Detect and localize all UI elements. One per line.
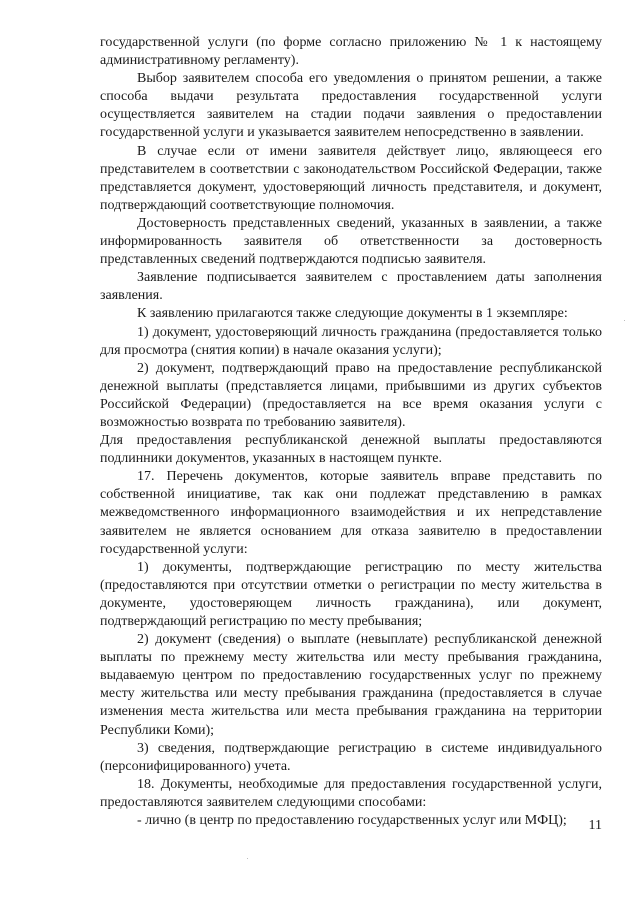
paragraph-attachments-intro: К заявлению прилагаются также следующие документы в 1 экземпляре:	[137, 306, 568, 322]
paragraph-notification-choice: Выбор заявителем способа его уведомления о принятом решении, а также способа выдачи результата предоставления государственной услуги осуществляется заявителем на стадии подачи заявления о предоставлении государственной услуги и указывается заявителем непосредственно в заявлении.	[100, 71, 602, 141]
paragraph-signature: Заявление подписывается заявителем с проставлением даты заполнения заявления.	[100, 270, 602, 304]
paragraph-continuation: государственной услуги (по форме согласно приложению № 1 к настоящему административному регламенту).	[100, 35, 602, 69]
paragraph-reliability: Достоверность представленных сведений, указанных в заявлении, а также информированность заявителя об ответственности за достоверность представленных сведений подтверждаются подписью заявителя.	[100, 215, 602, 268]
page-number: 11	[588, 818, 602, 833]
document-page	[100, 34, 602, 830]
list-item-residence-registration: 1) документы, подтверждающие регистрацию по месту жительства (предоставляются при отсутствии отметки о регистрации по месту жительства в документе, удостоверяющем личность гражданина), или документ, подтверждающий регистрацию по месту пребывания;	[100, 559, 602, 629]
scan-speck	[247, 858, 248, 859]
paragraph-item-18: 18. Документы, необходимые для предоставления государственной услуги, предоставляются заявителем следующими способами:	[100, 776, 602, 810]
list-item-in-person: - лично (в центр по предоставлению государственных услуг или МФЦ);	[137, 813, 567, 829]
list-item-identity-document: 1) документ, удостоверяющий личность гражданина (предоставляется только для просмотра (снятия копии) в начале оказания услуги);	[100, 324, 602, 358]
paragraph-originals: Для предоставления республиканской денежной выплаты предоставляются подлинники документов, указанных в настоящем пункте.	[100, 433, 602, 467]
paragraph-representative: В случае если от имени заявителя действует лицо, являющееся его представителем в соответствии с законодательством Российской Федерации, также представляется документ, удостоверяющий личность представителя, и документ, подтверждающий соответствующие полномочия.	[100, 143, 602, 213]
scan-speck	[624, 320, 625, 321]
list-item-right-document: 2) документ, подтверждающий право на предоставление республиканской денежной выплаты (представляется лицами, прибывшими из других субъектов Российской Федерации) (предоставляется на все время оказания услуги с возможностью возврата по требованию заявителя).	[100, 360, 602, 430]
list-item-personal-accounting: 3) сведения, подтверждающие регистрацию в системе индивидуального (персонифицированного) учета.	[100, 740, 602, 774]
list-item-payment-info: 2) документ (сведения) о выплате (невыплате) республиканской денежной выплаты по прежнему месту жительства или месту пребывания гражданина, выдаваемую центром по предоставлению государственных услуг по прежнему месту жительства или месту пребывания гражданина (предоставляется в случае изменения места жительства или места пребывания гражданина на территории Республики Коми);	[100, 632, 602, 738]
paragraph-item-17: 17. Перечень документов, которые заявитель вправе представить по собственной инициативе, так как они подлежат представлению в рамках межведомственного информационного взаимодействия и их непредставление заявителем не является основанием для отказа заявителю в предоставлении государственной услуги:	[100, 469, 602, 557]
